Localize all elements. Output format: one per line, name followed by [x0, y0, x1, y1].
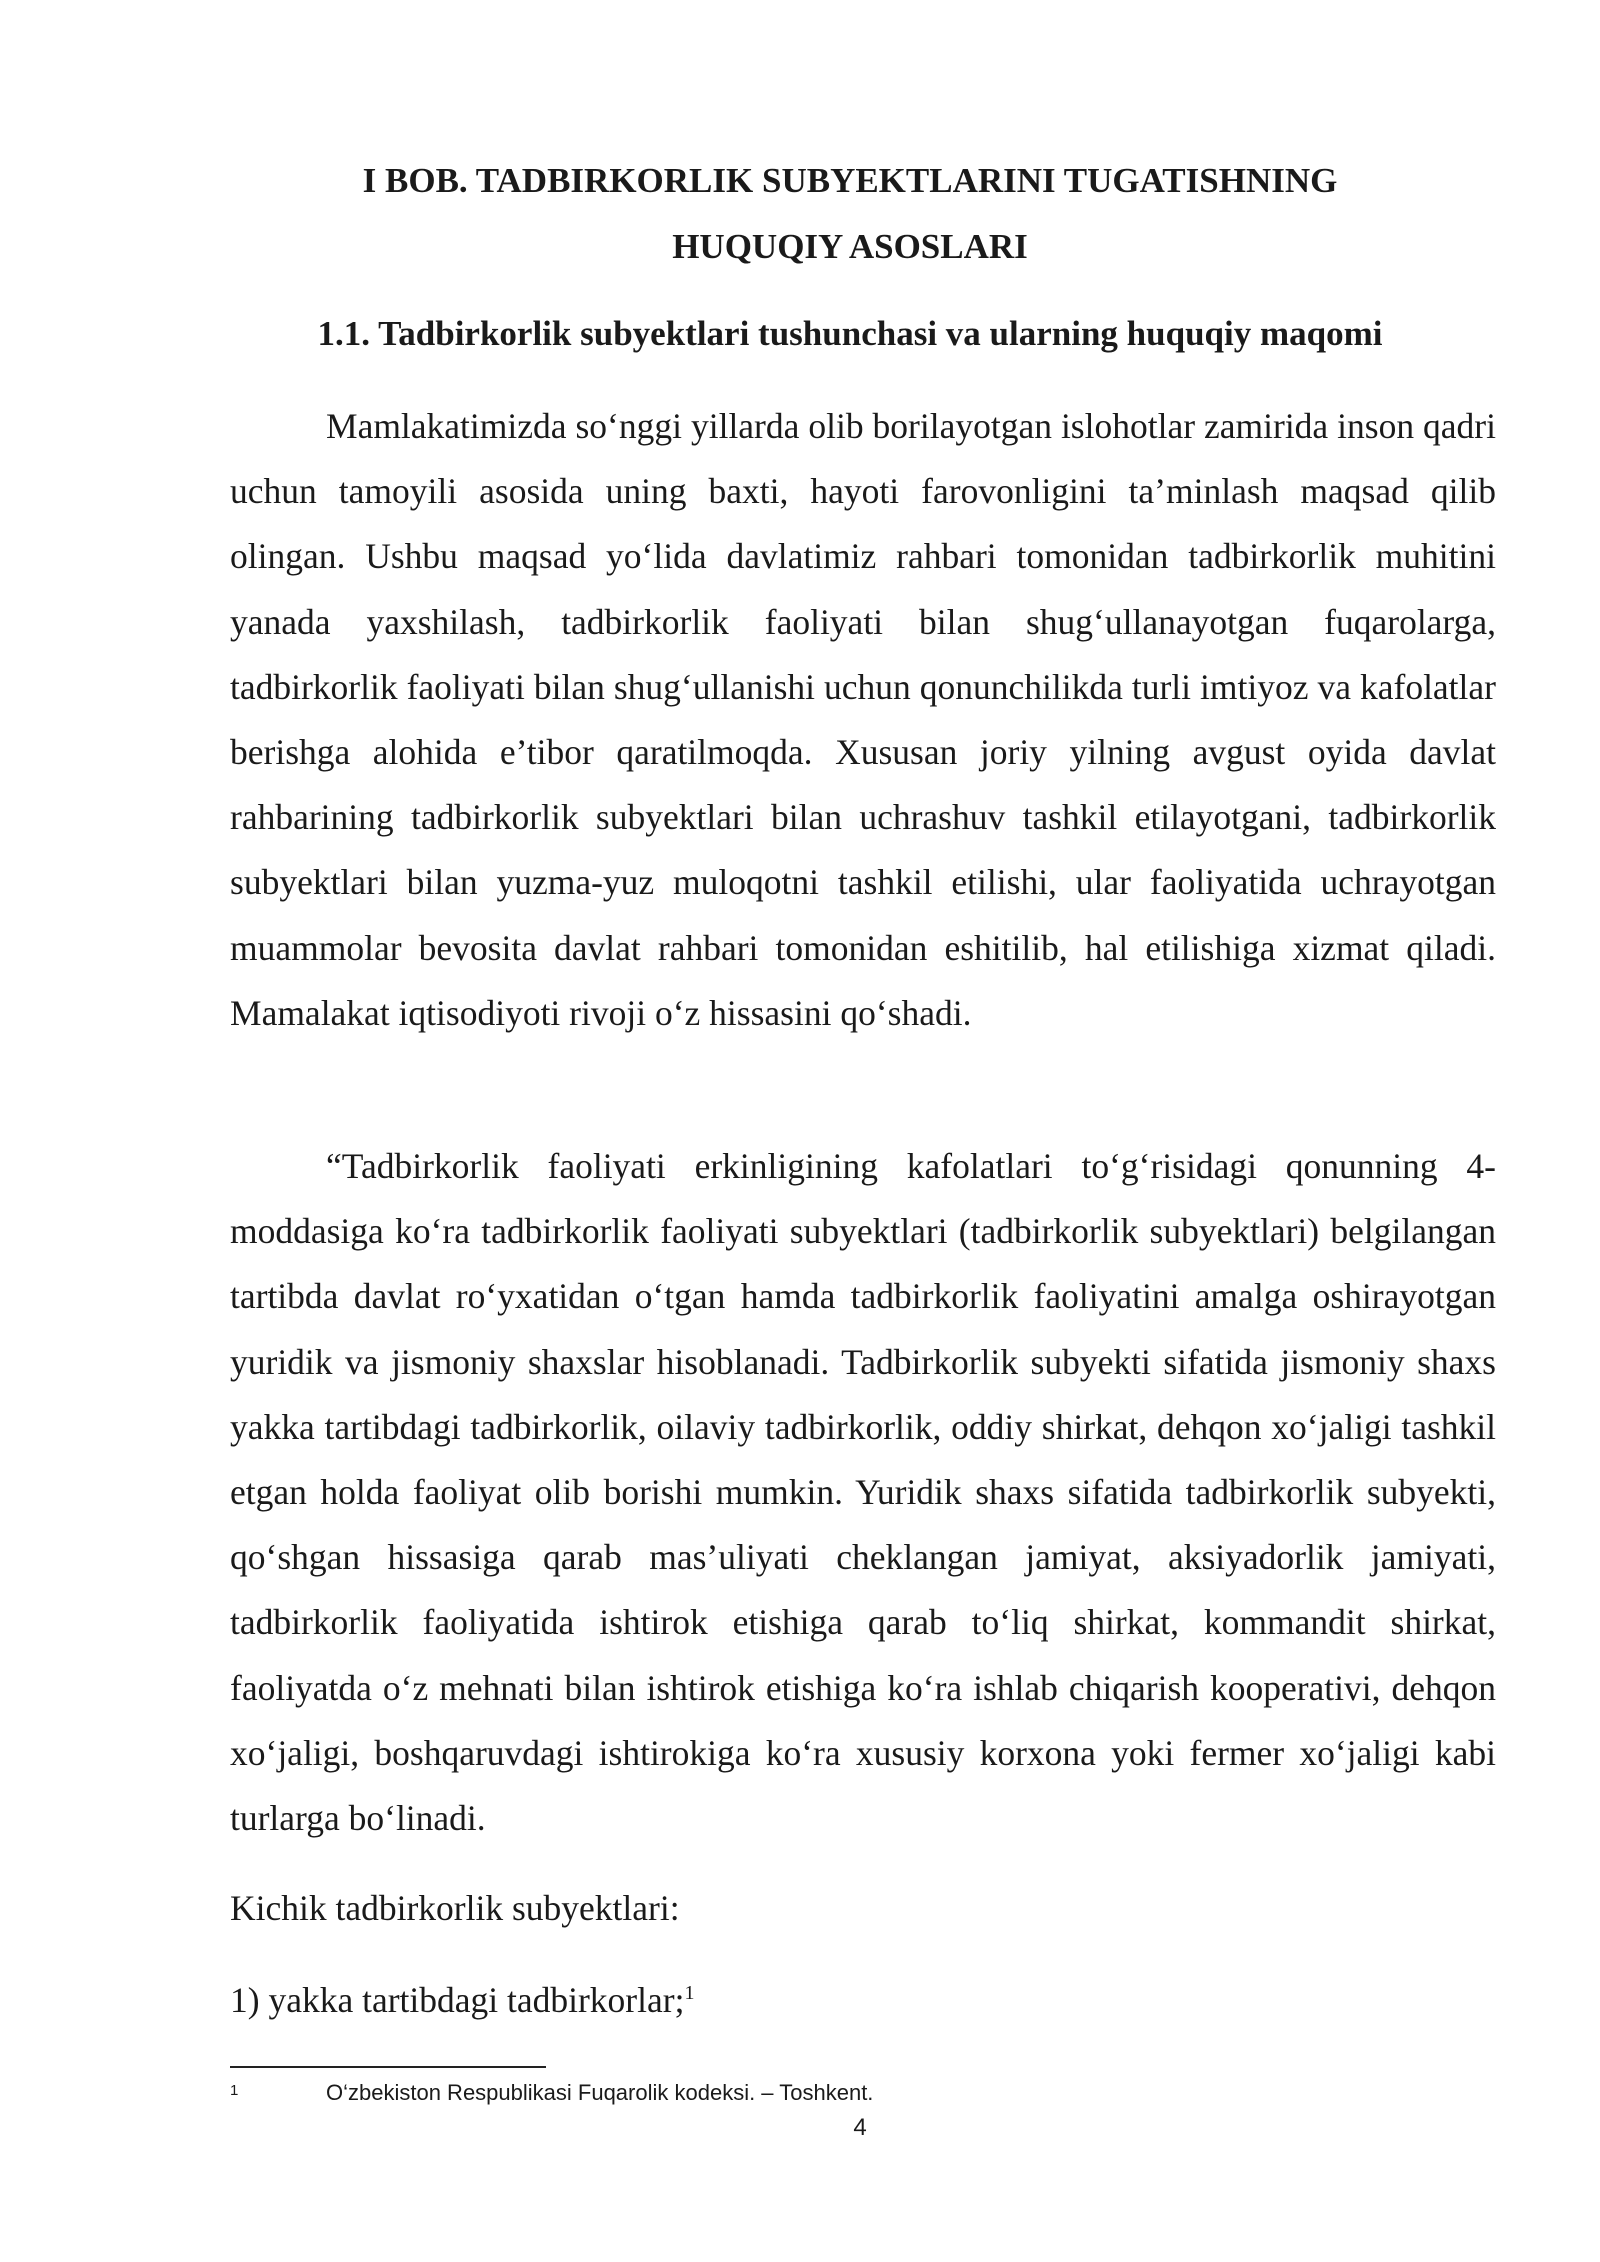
body-paragraph-2: “Tadbirkorlik faoliyati erkinligining kafolatlari to‘g‘risidagi qonunning 4-moddasiga ko‘ra tadbirkorlik faoliyati subyektlari (tadbirkorlik subyektlari) belgilangan tartibda davlat ro‘yxatidan o‘tgan hamda tadbirkorlik faoliyatini amalga oshirayotgan yuridik va jismoniy shaxslar hisoblanadi. Tadbirkorlik subyekti sifatida jismoniy shaxs yakka tartibdagi tadbirkorlik, oilaviy tadbirkorlik, oddiy shirkat, dehqon xo‘jaligi tashkil etgan holda faoliyat olib borishi mumkin. Yuridik shaxs sifatida tadbirkorlik subyekti, qo‘shgan hissasiga qarab mas’uliyati cheklangan jamiyat, aksiyadorlik jamiyati, tadbirkorlik faoliyatida ishtirok etishiga qarab to‘liq shirkat, kommandit shirkat, faoliyatda o‘z mehnati bilan ishtirok etishiga ko‘ra ishlab chiqarish kooperativi, dehqon xo‘jaligi, boshqaruvdagi ishtirokiga ko‘ra xususiy korxona yoki fermer xo‘jaligi kabi turlarga bo‘linadi.: [230, 1146, 1496, 1839]
body-paragraph-1: Mamlakatimizda so‘nggi yillarda olib borilayotgan islohotlar zamirida inson qadri uchun tamoyili asosida uning baxti, hayoti farovonligini ta’minlash maqsad qilib olingan. Ushbu maqsad yo‘lida davlatimiz rahbari tomonidan tadbirkorlik muhitini yanada yaxshilash, tadbirkorlik faoliyati bilan shug‘ullanayotgan fuqarolarga, tadbirkorlik faoliyati bilan shug‘ullanishi uchun qonunchilikda turli imtiyoz va kafolatlar berishga alohida e’tibor qaratilmoqda. Xususan joriy yilning avgust oyida davlat rahbarining tadbirkorlik subyektlari bilan uchrashuv tashkil etilayotgani, tadbirkorlik subyektlari bilan yuzma-yuz muloqotni tashkil etilishi, ular faoliyatida uchrayotgan muammolar bevosita davlat rahbari tomonidan eshitilib, hal etilishiga xizmat qiladi. Mamalakat iqtisodiyoti rivoji o‘z hissasini qo‘shadi.: [230, 406, 1496, 1033]
page-number: 4: [853, 2114, 867, 2141]
section-title: 1.1. Tadbirkorlik subyektlari tushunchasi va ularning huquqiy maqomi: [317, 314, 1383, 353]
footnote-separator: [230, 2066, 546, 2068]
chapter-title: [230, 148, 1470, 280]
list-heading: Kichik tadbirkorlik subyektlari:: [230, 1888, 680, 1928]
chapter-title-line1: I BOB. TADBIRKORLIK SUBYEKTLARINI TUGATISHNING: [362, 161, 1338, 200]
footnote-text: O‘zbekiston Respublikasi Fuqarolik kodeksi. – Toshkent.: [326, 2080, 874, 2105]
footnote-number: 1: [230, 2082, 239, 2099]
list-item-text: 1) yakka tartibdagi tadbirkorlar;: [230, 1980, 685, 2020]
footnote-reference[interactable]: 1: [684, 1982, 695, 2005]
chapter-title-line2: HUQUQIY ASOSLARI: [672, 227, 1028, 266]
list-item-1: [230, 1970, 1496, 2030]
